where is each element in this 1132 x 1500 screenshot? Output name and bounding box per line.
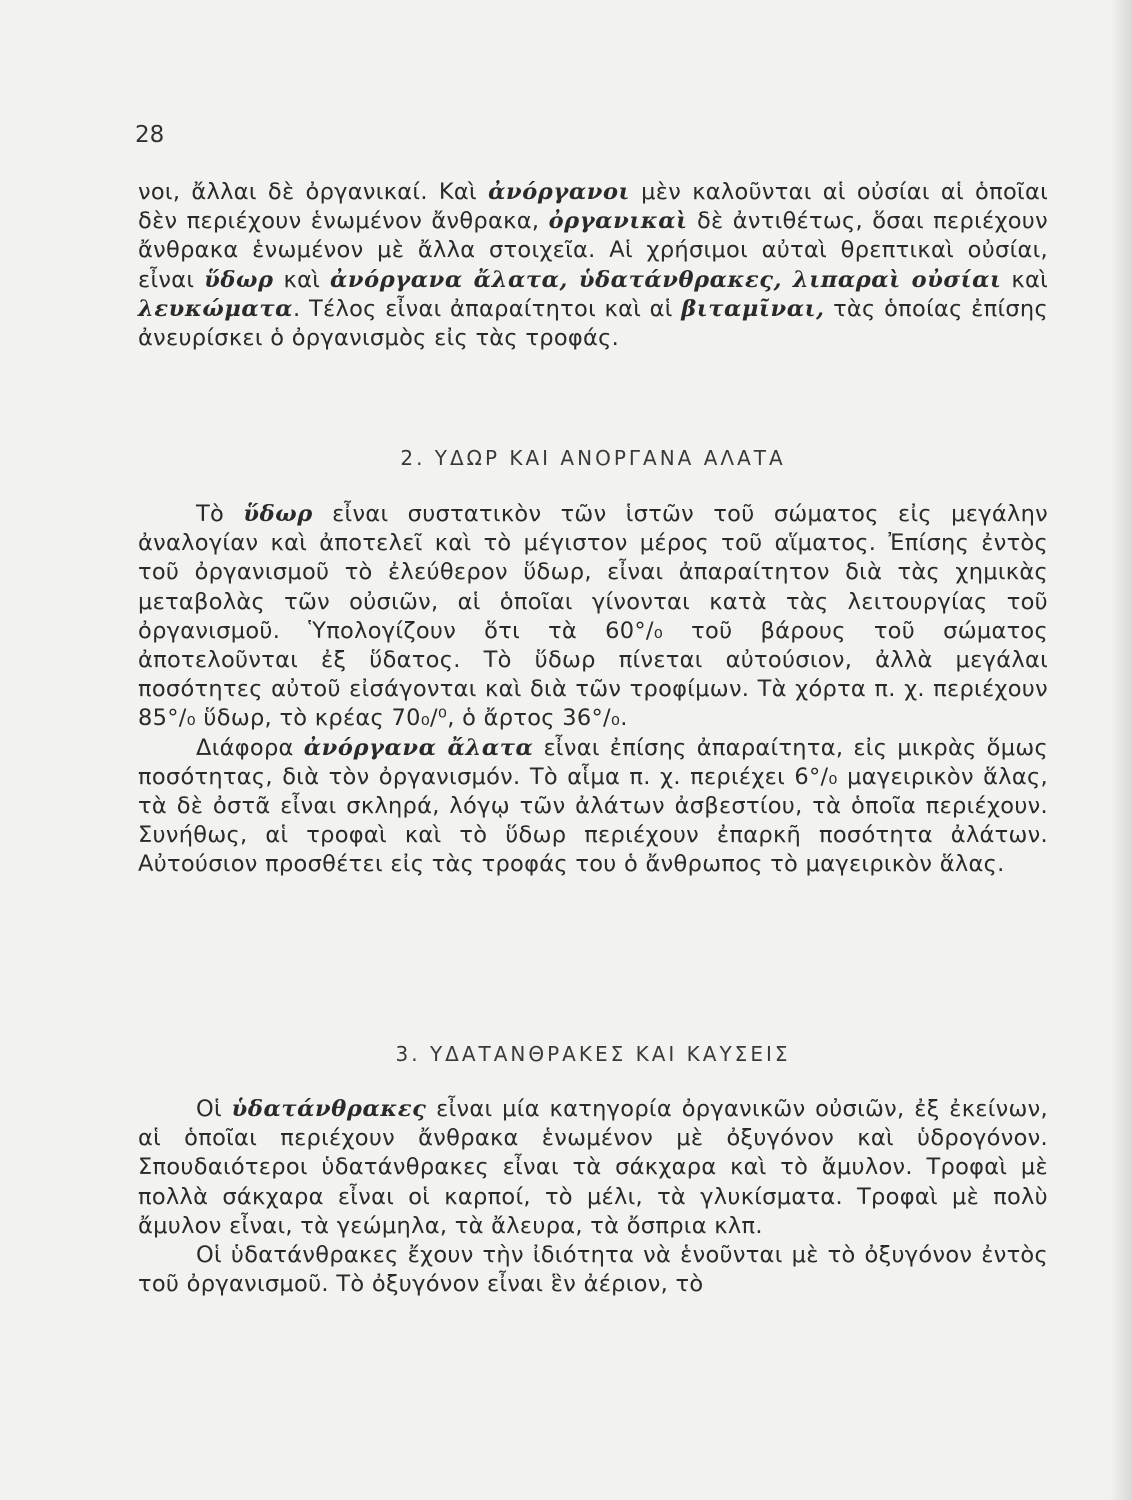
section-heading-3: 3. ΥΔΑΤΑΝΘΡΑΚΕΣ ΚΑΙ ΚΑΥΣΕΙΣ: [395, 1042, 791, 1066]
term-water: ὕδωρ: [243, 501, 313, 527]
term-organic: ὀργανικαὶ: [548, 208, 688, 235]
intro-paragraph: [138, 178, 1048, 353]
paragraph: Διάφορα ἀνόργανα ἄλατα εἶναι ἐπίσης ἀπαραίτητα, εἰς μικρὰς ὅμως ποσότητας, διὰ τὸν ὀργανισμόν. Τὸ αἷμα π. χ. περιέχει 6°/₀ μαγειρικὸν ἅλας, τὰ δὲ ὀστᾶ εἶναι σκληρά, λόγῳ τῶν ἀλάτων ἀσβεστίου, τὰ ὁποῖα περιέχουν. Συνήθως, αἱ τροφαὶ καὶ τὸ ὕδωρ περιέχουν ἐπαρκῆ ποσότητα ἀλάτων. Αὐτούσιον προσθέτει εἰς τὰς τροφάς του ὁ ἄνθρωπος τὸ μαγειρικὸν ἅλας.: [138, 734, 1048, 878]
section-heading-2: 2. ΥΔΩΡ ΚΑΙ ΑΝΟΡΓΑΝΑ ΑΛΑΤΑ: [400, 446, 786, 470]
page-number: 28: [135, 122, 165, 148]
page-edge-shadow: [1110, 0, 1132, 1500]
paragraph: Οἱ ὑδατάνθρακες ἔχουν τὴν ἰδιότητα νὰ ἑνοῦνται μὲ τὸ ὀξυγόνον ἐντὸς τοῦ ὀργανισμοῦ. Τὸ ὀξυγόνον εἶναι ἓν ἀέριον, τὸ: [138, 1242, 1048, 1298]
paragraph: Τὸ ὕδωρ εἶναι συστατικὸν τῶν ἱστῶν τοῦ σώματος εἰς μεγάλην ἀναλογίαν καὶ ἀποτελεῖ καὶ τὸ μέγιστον μέρος τοῦ αἵματος. Ἐπίσης ἐντὸς τοῦ ὀργανισμοῦ τὸ ἐλεύθερον ὕδωρ, εἶναι ἀπαραίτητον διὰ τὰς χημικὰς μεταβολὰς τῶν οὐσιῶν, αἱ ὁποῖαι γίνονται κατὰ τὰς λειτουργίας τοῦ ὀργανισμοῦ. Ὑπολογίζουν ὅτι τὰ 60°/₀ τοῦ βάρους τοῦ σώματος ἀποτελοῦνται ἐξ ὕδατος. Τὸ ὕδωρ πίνεται αὐτούσιον, ἀλλὰ μεγάλαι ποσότητες αὐτοῦ εἰσάγονται καὶ διὰ τῶν τροφίμων. Τὰ χόρτα π. χ. περιέχουν 85°/₀ ὕδωρ, τὸ κρέας 70₀/⁰, ὁ ἄρτος 36°/₀.: [138, 501, 1049, 732]
term-inorganic: ἀνόργανοι: [488, 179, 631, 205]
term-nutrients: ἀνόργανα ἄλατα, ὑδατάνθρακες, λιπαραὶ οὐσίαι: [330, 266, 1002, 293]
term-water: ὕδωρ: [204, 266, 274, 293]
section-2-body: [138, 500, 1048, 880]
term-carbohydrates: ὑδατάνθρακες: [231, 1096, 427, 1122]
term-vitamins: βιταμῖναι,: [681, 295, 825, 322]
paragraph: Οἱ ὑδατάνθρακες εἶναι μία κατηγορία ὀργανικῶν οὐσιῶν, ἐξ ἐκείνων, αἱ ὁποῖαι περιέχουν ἄνθρακα ἑνωμένον μὲ ὀξυγόνον καὶ ὑδρογόνον. Σπουδαιότεροι ὑδατάνθρακες εἶναι τὰ σάκχαρα καὶ τὸ ἄμυλον. Τροφαὶ μὲ πολλὰ σάκχαρα εἶναι οἱ καρποί, τὸ μέλι, τὰ γλυκίσματα. Τροφαὶ μὲ πολὺ ἄμυλον εἶναι, τὰ γεώμηλα, τὰ ἄλευρα, τὰ ὄσπρια κλπ.: [138, 1096, 1048, 1239]
term-proteins: λευκώματα: [138, 295, 293, 322]
term-inorganic-salts: ἀνόργανα ἄλατα: [303, 734, 534, 761]
paragraph: νοι, ἄλλαι δὲ ὀργανικαί. Καὶ ἀνόργανοι μὲν καλοῦνται αἱ οὐσίαι αἱ ὁποῖαι δὲν περιέχουν ἑνωμένον ἄνθρακα, ὀργανικαὶ δὲ ἀντιθέτως, ὅσαι περιέχουν ἄνθρακα ἑνωμένον μὲ ἄλλα στοιχεῖα. Αἱ χρήσιμοι αὐταὶ θρεπτικαὶ οὐσίαι, εἶναι ὕδωρ καὶ ἀνόργανα ἄλατα, ὑδατάνθρακες, λιπαραὶ οὐσίαι καὶ λευκώματα. Τέλος εἶναι ἀπαραίτητοι καὶ αἱ βιταμῖναι, τὰς ὁποίας ἐπίσης ἀνευρίσκει ὁ ὀργανισμὸς εἰς τὰς τροφάς.: [138, 179, 1049, 352]
section-3-body: [138, 1095, 1048, 1299]
